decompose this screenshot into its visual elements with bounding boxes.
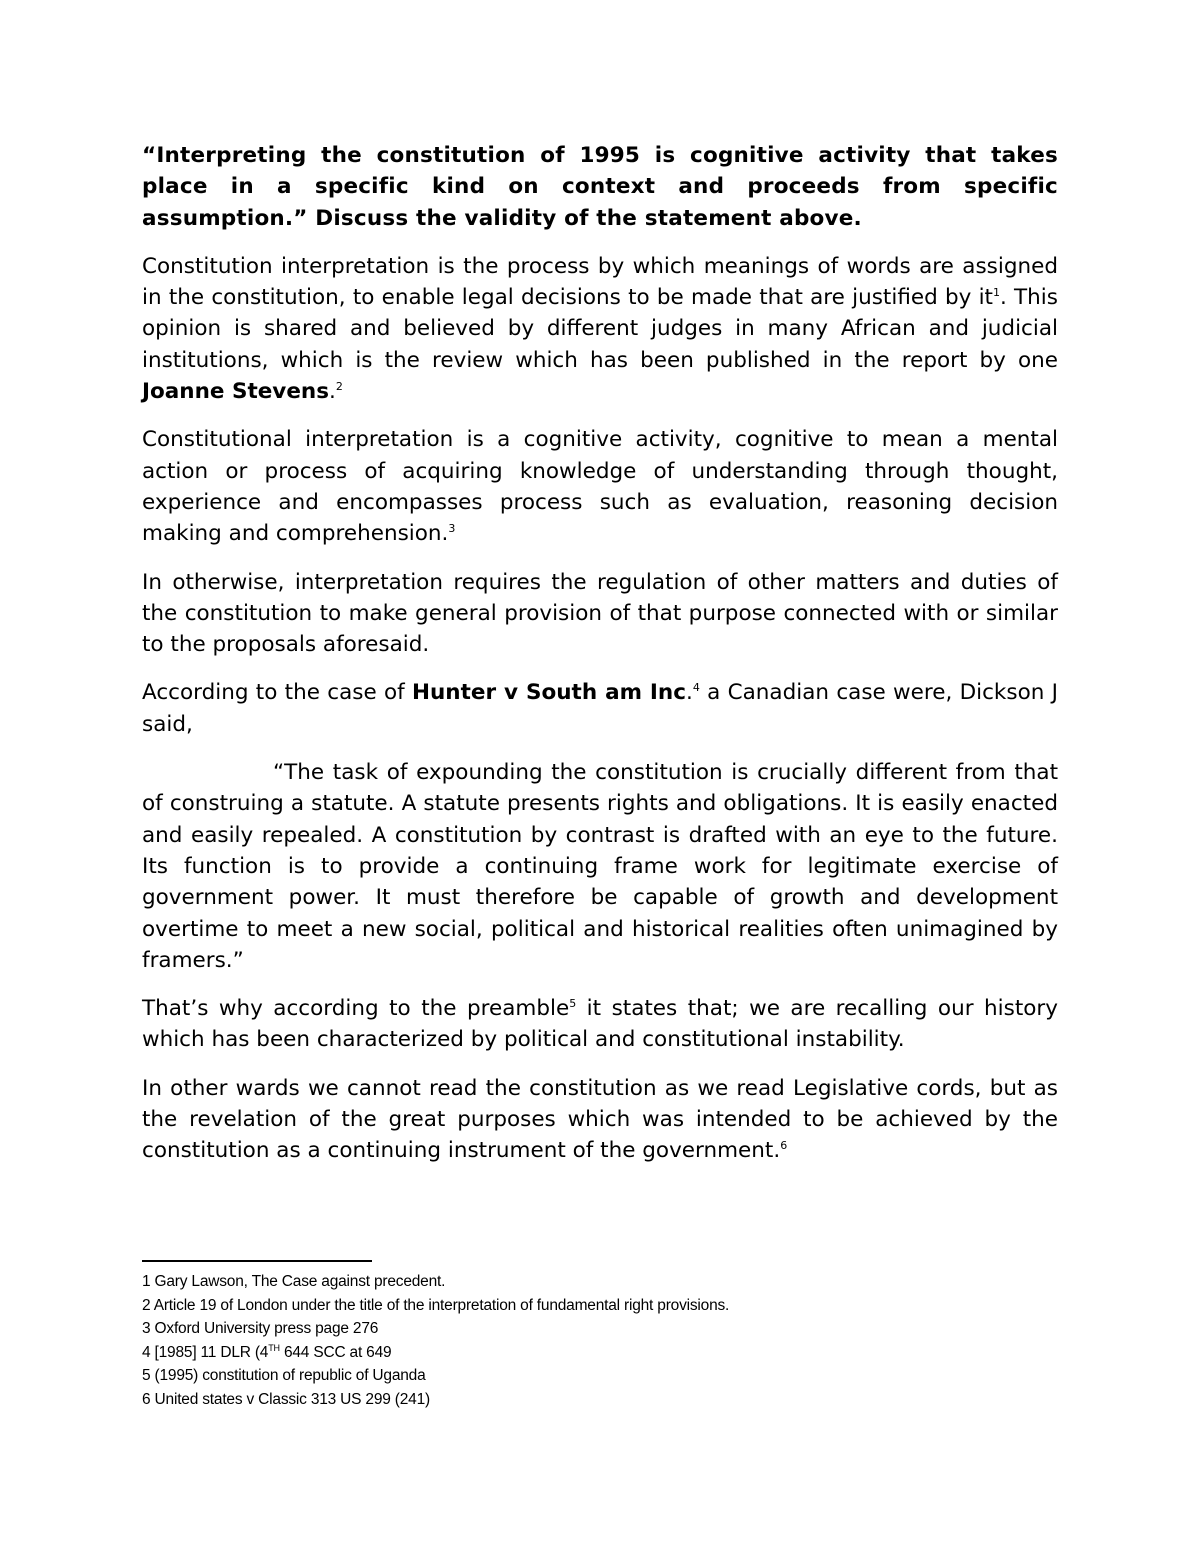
- block-quote-dickson: “The task of expounding the constitution is crucially different from that of construing a statute. A statute presents rights and obligations. It is easily enacted and easily repealed. A constitution by contrast is drafted with an eye to the future. Its function is to provide a continuing frame work for legitimate exercise of government power. It must therefore be capable of growth and development overtime to meet a new social, political and historical realities often unimagined by framers.”: [142, 760, 1058, 973]
- paragraph-preamble: That’s why according to the preamble$^5$ it states that; we are recalling our history which has been characterized by political and constitutional instability.: [142, 996, 1058, 1053]
- footnote-ref-6[interactable]: 6: [780, 1139, 788, 1153]
- footnote-ref-4[interactable]: 4: [692, 681, 700, 695]
- footnote-separator: [142, 1260, 372, 1262]
- footnotes: [142, 1270, 1058, 1412]
- footnote-ref-3[interactable]: 3: [448, 522, 456, 536]
- footnote-4: 4 [1985] 11 DLR (4TH 644 SCC at 649: [142, 1342, 392, 1361]
- footnote-2: 2 Article 19 of London under the title of the interpretation of fundamental right provisions.: [142, 1296, 730, 1314]
- case-name: Hunter v South am Inc: [412, 680, 686, 706]
- footnote-ref-2[interactable]: 2: [335, 379, 343, 393]
- essay-question-heading: “Interpreting the constitution of 1995 is cognitive activity that takes place in a specific kind on context and proceeds from specific assumption.” Discuss the validity of the statement above.: [142, 143, 1058, 231]
- footnote-1: 1 Gary Lawson, The Case against precedent.: [142, 1273, 446, 1290]
- footnote-3: 3 Oxford University press page 276: [142, 1320, 379, 1338]
- footnote-ref-5[interactable]: 5: [569, 996, 577, 1010]
- author-name: Joanne Stevens: [142, 379, 330, 405]
- document-body: [142, 140, 1058, 1184]
- footnote-6: 6 United states v Classic 313 US 299 (241): [142, 1390, 430, 1408]
- paragraph-cognitive-activity: Constitutional interpretation is a cognitive activity, cognitive to mean a mental action or process of acquiring knowledge of understanding through thought, experience and encompasses process such as evaluation, reasoning decision making and comprehension.$^3$: [142, 427, 1058, 547]
- paragraph-regulation: In otherwise, interpretation requires the regulation of other matters and duties of the constitution to make general provision of that purpose connected with or similar to the proposals aforesaid.: [142, 569, 1058, 658]
- paragraph-definition: Constitution interpretation is the process by which meanings of words are assigned in the constitution, to enable legal decisions to be made that are justified by $it^1$. This opinion is shared and believed by different judges in many African and judicial institutions, which is the review which has been published in the report by one Joanne Stevens.$^2$: [142, 253, 1058, 405]
- paragraph-conclusion: In other wards we cannot read the constitution as we read Legislative cords, but as the revelation of the great purposes which was intended to be achieved by the constitution as a continuing instrument of the government.$^6$: [142, 1075, 1058, 1164]
- footnote-5: 5 (1995) constitution of republic of Uganda: [142, 1367, 426, 1385]
- footnote-ref-1[interactable]: 1: [992, 286, 1000, 300]
- paragraph-case-intro: According to the case of Hunter v South am Inc.$^4$ a Canadian case were, Dickson J said,: [142, 680, 1059, 737]
